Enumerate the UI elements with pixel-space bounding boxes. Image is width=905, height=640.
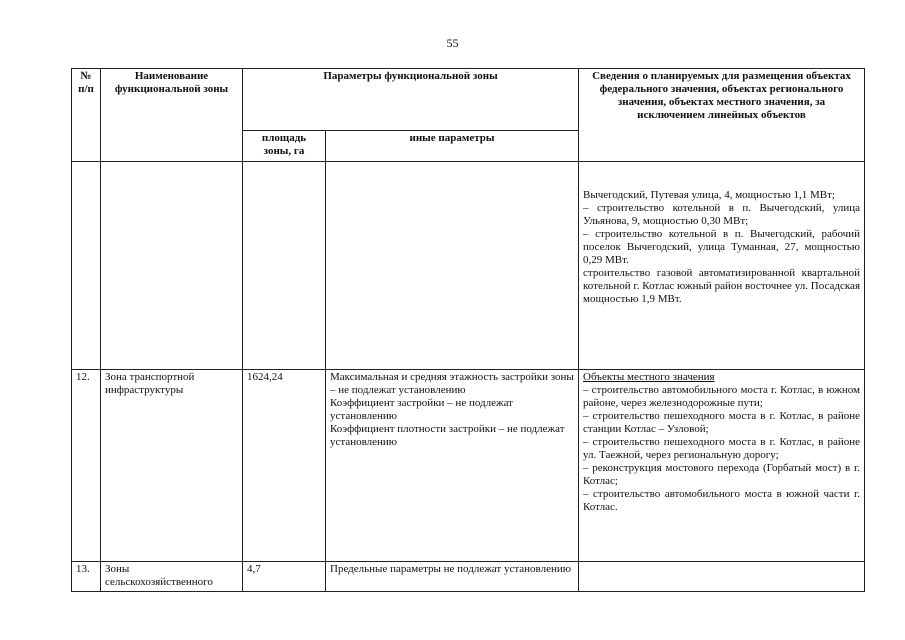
- cell-params: [326, 162, 579, 370]
- table-row: [72, 370, 865, 562]
- cell-planned-objects: [579, 370, 865, 562]
- cell-zone-name: Зоны сельскохозяйственного: [101, 562, 243, 592]
- cell-zone-name: [101, 162, 243, 370]
- cell-params: [326, 562, 579, 592]
- info-line: строительство газовой автоматизированной квартальной котельной г. Котлас южный район восточнее ул. Посадская мощностью 1,9 МВт.: [583, 267, 860, 305]
- table-header-row: [72, 69, 865, 131]
- cell-num: 13.: [72, 562, 101, 592]
- functional-zones-table: [71, 68, 865, 592]
- param-line: Предельные параметры не подлежат установлению: [330, 563, 571, 575]
- info-line: Вычегодский, Путевая улица, 4, мощностью 1,1 МВт;: [583, 189, 835, 201]
- table-row: [72, 562, 865, 592]
- info-line: – строительство котельной в п. Вычегодский, рабочий поселок Вычегодский, улица Туманная, 27, мощностью 0,29 МВт.: [583, 228, 860, 266]
- header-num: № п/п: [72, 69, 101, 162]
- info-title: Объекты местного значения: [583, 371, 715, 383]
- info-line: – строительство автомобильного моста г. Котлас, в южном районе, через железнодорожные пути;: [583, 384, 860, 409]
- cell-area: [243, 162, 326, 370]
- param-line: Коэффициент плотности застройки – не подлежат установлению: [330, 423, 565, 448]
- cell-planned-objects: [579, 562, 865, 592]
- cell-params: [326, 370, 579, 562]
- header-zone-name: Наименование функциональной зоны: [101, 69, 243, 162]
- info-line: – строительство котельной в п. Вычегодский, улица Ульянова, 9, мощностью 0,30 МВт;: [583, 202, 860, 227]
- header-other-params: иные параметры: [326, 131, 579, 162]
- table-row: [72, 162, 865, 370]
- cell-zone-name: Зона транспортной инфраструктуры: [101, 370, 243, 562]
- cell-num: 12.: [72, 370, 101, 562]
- cell-area: 1624,24: [243, 370, 326, 562]
- header-area: площадь зоны, га: [243, 131, 326, 162]
- param-line: Коэффициент застройки – не подлежат установлению: [330, 397, 513, 422]
- info-line: – строительство пешеходного моста в г. Котлас, в районе ул. Таежной, через региональную дорогу;: [583, 436, 860, 461]
- info-line: – строительство автомобильного моста в южной части г. Котлас.: [583, 488, 860, 513]
- info-line: – строительство пешеходного моста в г. Котлас, в районе станции Котлас – Узловой;: [583, 410, 860, 435]
- header-planned-objects: Сведения о планируемых для размещения объектах федерального значения, объектах регионального значения, объектах местного значения, за исключением линейных объектов: [579, 69, 865, 162]
- page-number: 55: [446, 36, 459, 50]
- cell-num: [72, 162, 101, 370]
- header-zone-params: Параметры функциональной зоны: [243, 69, 579, 131]
- info-line: – реконструкция мостового перехода (Горбатый мост) в г. Котлас;: [583, 462, 860, 487]
- cell-area: 4,7: [243, 562, 326, 592]
- param-line: Максимальная и средняя этажность застройки зоны – не подлежат установлению: [330, 371, 574, 396]
- cell-planned-objects: [579, 162, 865, 370]
